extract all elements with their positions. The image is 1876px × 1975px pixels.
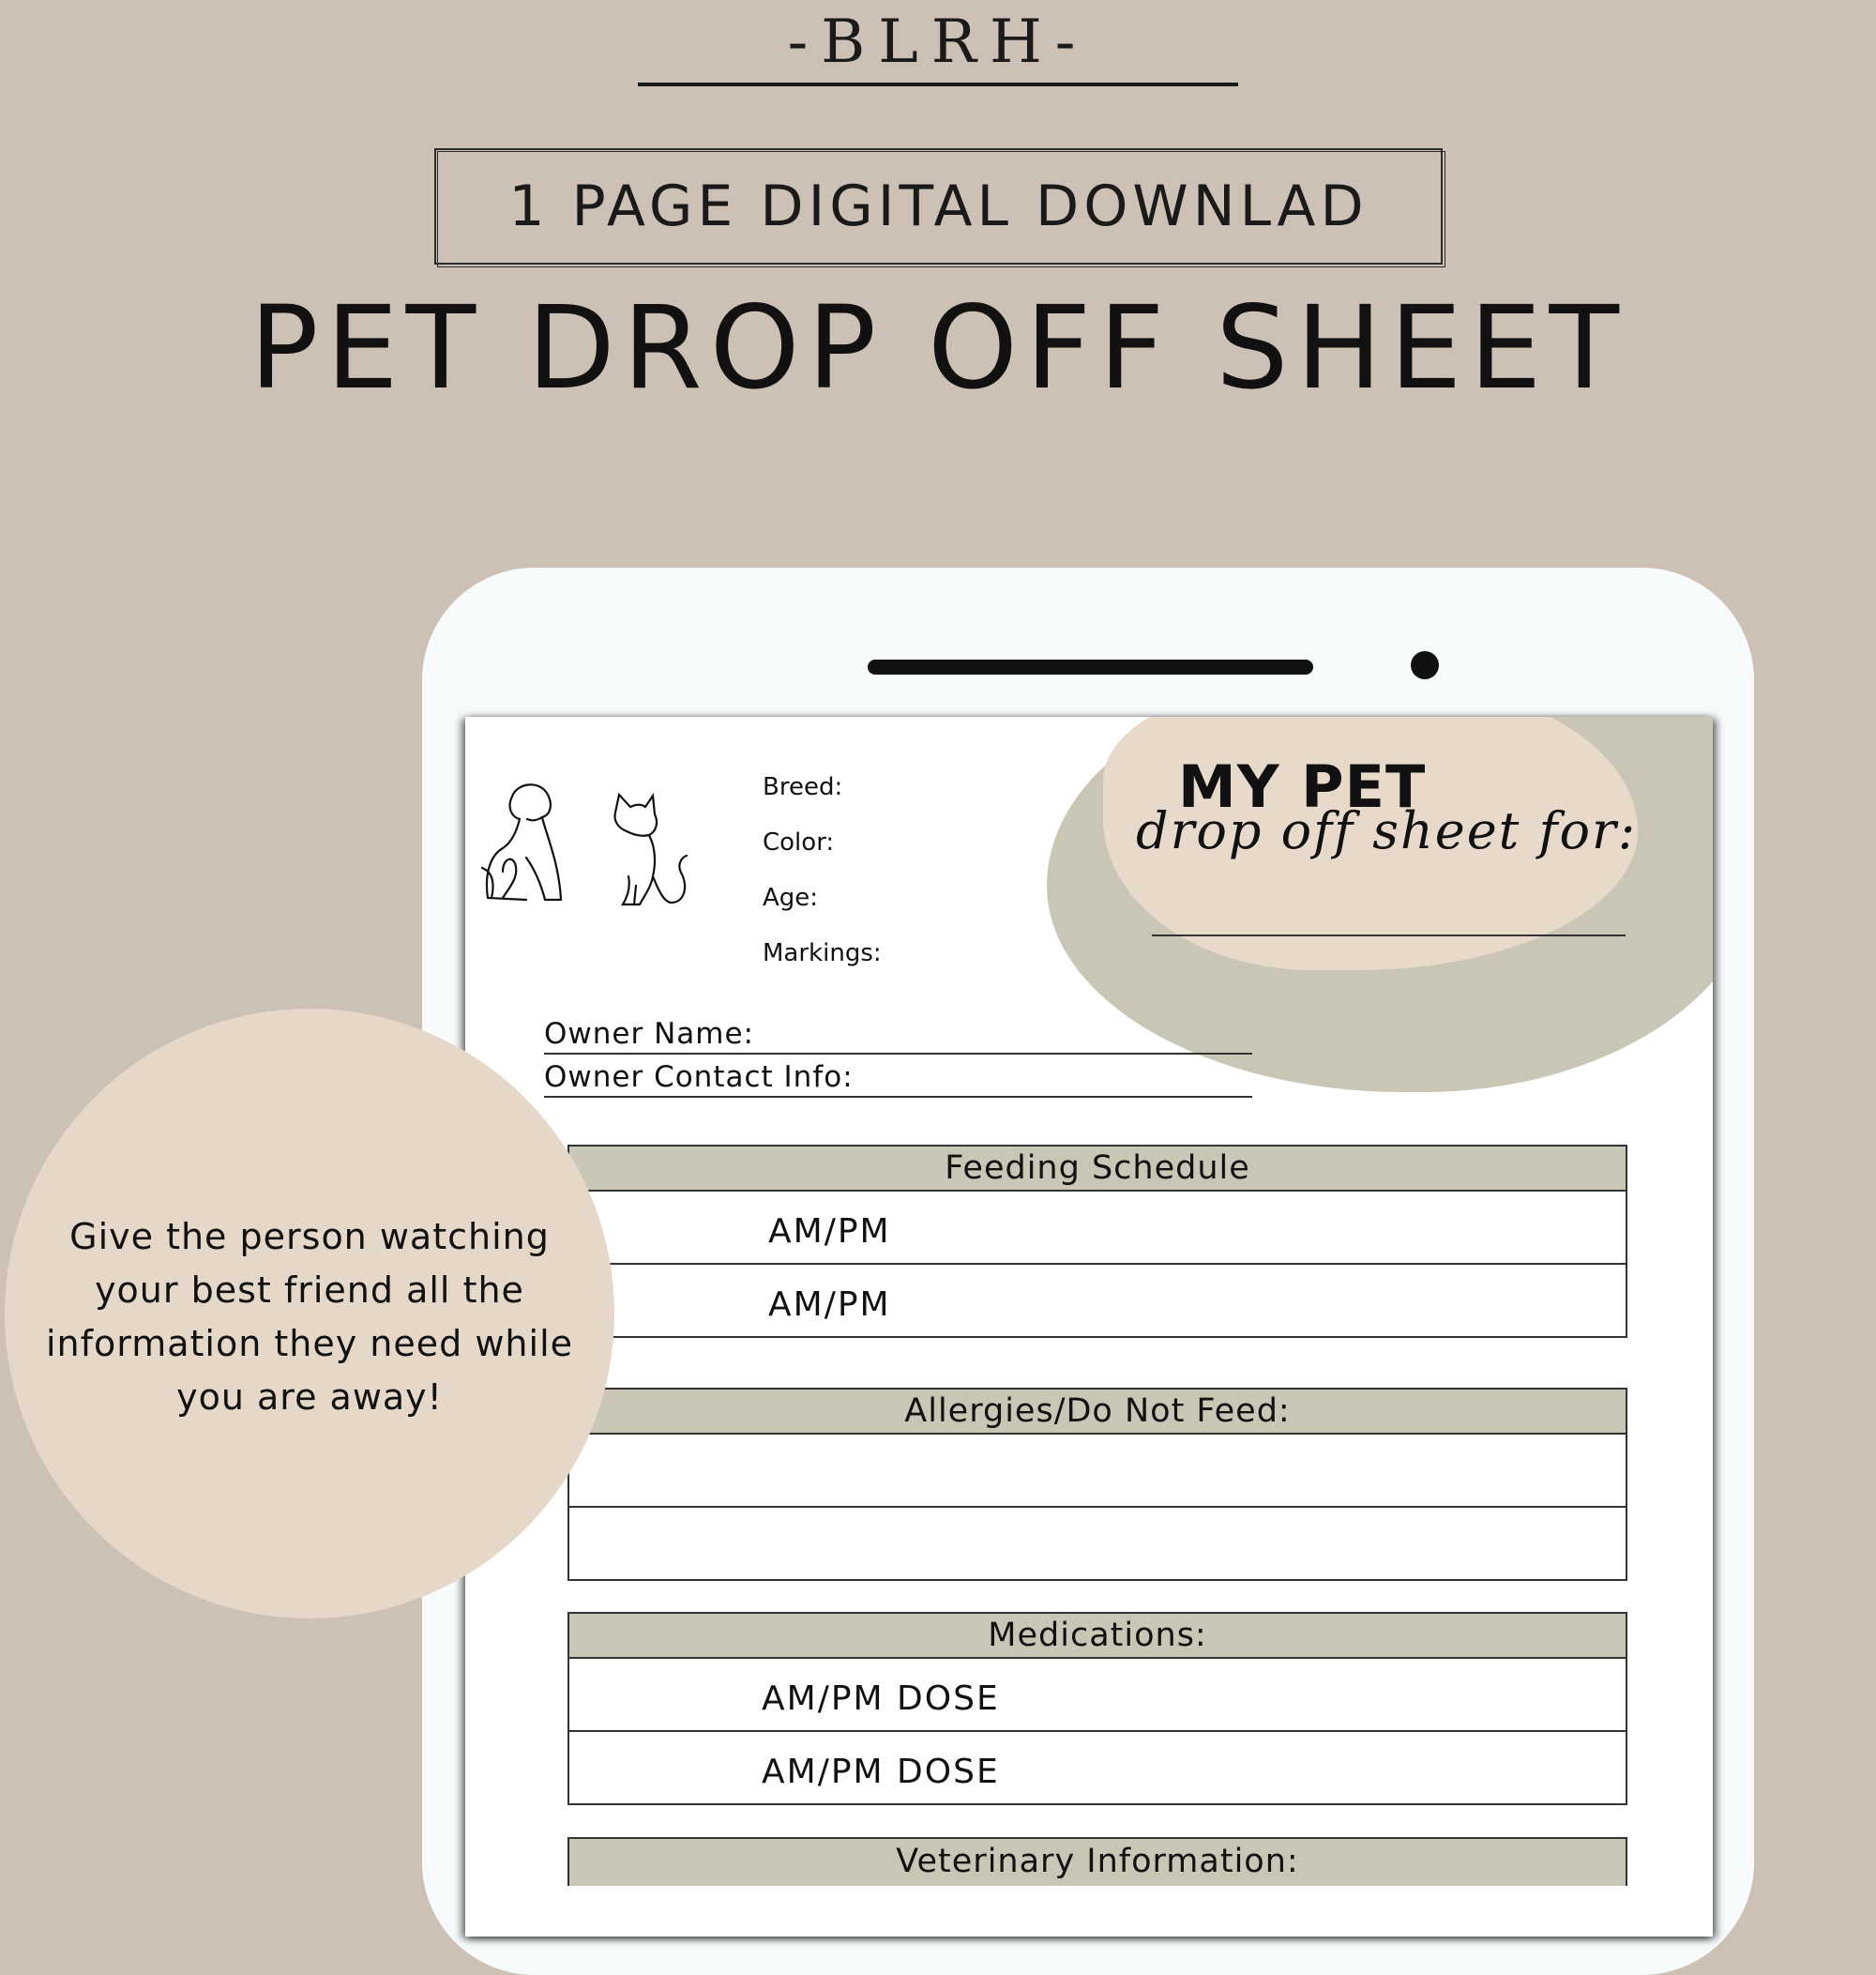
owner-contact-label: Owner Contact Info: <box>544 1060 854 1094</box>
ampm-label: AM/PM <box>768 1285 891 1324</box>
ampm-label: AM/PM <box>768 1212 891 1251</box>
dog-icon <box>475 778 573 904</box>
brand-underline <box>638 83 1238 86</box>
owner-name-label: Owner Name: <box>544 1017 754 1051</box>
phone-camera <box>1411 651 1439 679</box>
feeding-row[interactable] <box>569 1265 1626 1336</box>
owner-name-line[interactable] <box>544 1053 1252 1055</box>
feeding-row[interactable] <box>569 1192 1626 1265</box>
phone-screen <box>465 717 1713 1937</box>
pet-name-line[interactable] <box>1152 934 1626 936</box>
age-label: Age: <box>763 884 819 912</box>
allergies-header: Allergies/Do Not Feed: <box>569 1390 1626 1435</box>
owner-contact-line[interactable] <box>544 1096 1252 1098</box>
callout-text: Give the person watching your best friend all the information they need while you are away! <box>45 1216 574 1418</box>
markings-label: Markings: <box>763 939 882 967</box>
medications-row[interactable] <box>569 1732 1626 1803</box>
main-title: PET DROP OFF SHEET <box>249 281 1627 415</box>
medications-row[interactable] <box>569 1659 1626 1732</box>
color-label: Color: <box>763 828 835 857</box>
breed-label: Breed: <box>763 773 843 801</box>
veterinary-table <box>567 1837 1627 1886</box>
veterinary-header: Veterinary Information: <box>569 1839 1626 1886</box>
ampm-dose-label: AM/PM DOSE <box>762 1753 1000 1791</box>
phone-speaker <box>868 660 1313 675</box>
medications-header: Medications: <box>569 1614 1626 1659</box>
format-label: 1 PAGE DIGITAL DOWNLAD <box>434 148 1443 265</box>
ampm-dose-label: AM/PM DOSE <box>762 1679 1000 1718</box>
medications-table <box>567 1612 1627 1805</box>
cat-icon <box>606 792 700 909</box>
allergies-row[interactable] <box>569 1435 1626 1508</box>
feeding-header: Feeding Schedule <box>569 1147 1626 1192</box>
feeding-table <box>567 1145 1627 1338</box>
allergies-row[interactable] <box>569 1508 1626 1579</box>
allergies-table <box>567 1388 1627 1581</box>
sheet-subtitle: drop off sheet for: <box>1136 801 1638 860</box>
brand-logo: -BLRH- <box>787 8 1089 77</box>
sheet-title: MY PET <box>1178 752 1427 821</box>
